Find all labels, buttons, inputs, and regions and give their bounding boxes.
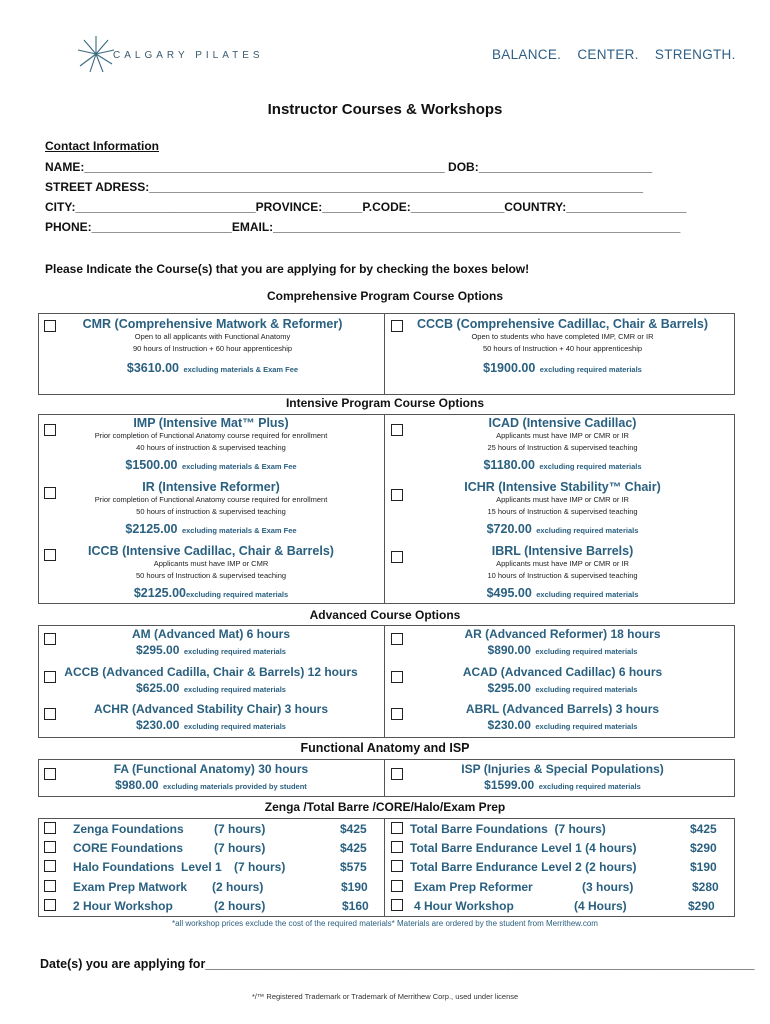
iccb-option xyxy=(56,544,366,602)
icad-note: excluding required materials xyxy=(539,462,642,471)
2hr-workshop-price: $160 xyxy=(342,899,369,913)
am-checkbox[interactable] xyxy=(44,633,56,645)
4hr-workshop-checkbox[interactable] xyxy=(391,899,403,911)
cmr-price: $3610.00 xyxy=(126,361,180,375)
accb-title: ACCB (Advanced Cadilla, Chair & Barrels) 12 hours xyxy=(64,665,358,679)
fa-title: FA (Functional Anatomy) 30 hours xyxy=(113,762,309,776)
fa-note: excluding materials provided by student xyxy=(163,782,307,791)
ar-note: excluding required materials xyxy=(535,647,638,656)
2hr-workshop-name: 2 Hour Workshop xyxy=(73,899,173,913)
tb-endurance1-checkbox[interactable] xyxy=(391,841,403,853)
brand-name: CALGARY PILATES xyxy=(113,50,264,61)
4hr-workshop-hours: (4 Hours) xyxy=(574,899,627,913)
exam-mat-name: Exam Prep Matwork xyxy=(73,880,188,894)
cccb-title: CCCB (Comprehensive Cadillac, Chair & Barrels) xyxy=(416,317,709,331)
core-checkbox[interactable] xyxy=(44,841,56,853)
fa-checkbox[interactable] xyxy=(44,768,56,780)
icad-option xyxy=(405,416,720,474)
intensive-heading: Intensive Program Course Options xyxy=(285,396,485,410)
cmr-hours: 90 hours of Instruction + 60 hour apprenticeship xyxy=(132,344,293,353)
anatomy-heading: Functional Anatomy and ISP xyxy=(300,741,470,755)
exam-mat-checkbox[interactable] xyxy=(44,880,56,892)
exam-mat-price: $190 xyxy=(341,880,368,894)
achr-note: excluding required materials xyxy=(183,722,286,731)
exam-mat-hours: (2 hours) xyxy=(212,880,264,894)
core-hours: (7 hours) xyxy=(214,841,266,855)
fa-price: $980.00 xyxy=(115,778,159,792)
zenga-price: $425 xyxy=(340,822,367,836)
ichr-checkbox[interactable] xyxy=(391,489,403,501)
ibrl-hours: 10 hours of Instruction & supervised teaching xyxy=(487,571,638,580)
accb-price: $625.00 xyxy=(136,681,180,695)
iccb-price: $2125.00 xyxy=(133,586,186,600)
exam-reformer-name: Exam Prep Reformer xyxy=(414,880,533,894)
tb-endurance1-price: $290 xyxy=(690,841,717,855)
tb-endurance1-name: Total Barre Endurance Level 1 (4 hours) xyxy=(410,841,637,855)
ibrl-title: IBRL (Intensive Barrels) xyxy=(491,544,634,558)
street-address-field[interactable]: STREET ADRESS:__________________________________________________________________________ xyxy=(45,180,644,194)
comprehensive-heading: Comprehensive Program Course Options xyxy=(266,289,504,303)
isp-option xyxy=(405,762,720,794)
tb-foundations-name: Total Barre Foundations (7 hours) xyxy=(410,822,606,836)
cccb-price: $1900.00 xyxy=(483,361,536,375)
ar-checkbox[interactable] xyxy=(391,633,403,645)
ar-title: AR (Advanced Reformer) 18 hours xyxy=(464,627,661,641)
acad-checkbox[interactable] xyxy=(391,671,403,683)
cccb-checkbox[interactable] xyxy=(391,320,403,332)
city-province-field[interactable]: CITY:___________________________PROVINCE:______P.CODE:______________COUNTRY:__________________ xyxy=(45,200,687,214)
ir-title: IR (Intensive Reformer) xyxy=(142,480,280,494)
acad-note: excluding required materials xyxy=(535,685,638,694)
am-price: $295.00 xyxy=(136,643,180,657)
core-name: CORE Foundations xyxy=(73,841,183,855)
ir-hours: 50 hours of instruction & supervised teaching xyxy=(136,507,286,516)
abrl-note: excluding required materials xyxy=(535,722,638,731)
ar-option xyxy=(405,627,720,659)
imp-hours: 40 hours of instruction & supervised teaching xyxy=(136,443,286,452)
isp-checkbox[interactable] xyxy=(391,768,403,780)
workshop-note: *all workshop prices exclude the cost of the required materials* Materials are ordered by the student from Merrithew.com xyxy=(172,919,598,928)
iccb-title: ICCB (Intensive Cadillac, Chair & Barrels) xyxy=(88,544,334,558)
tb-endurance2-name: Total Barre Endurance Level 2 (2 hours) xyxy=(410,860,637,874)
fa-option xyxy=(56,762,366,794)
am-note: excluding required materials xyxy=(183,647,286,656)
logo-mark xyxy=(76,34,116,74)
ir-requirement: Prior completion of Functional Anatomy course required for enrollment xyxy=(94,495,328,504)
name-dob-field[interactable]: NAME:______________________________________________________ DOB:__________________________ xyxy=(45,160,653,174)
icad-requirement: Applicants must have IMP or CMR or IR xyxy=(496,431,629,440)
cmr-title: CMR (Comprehensive Matwork & Reformer) xyxy=(82,317,343,331)
halo-name: Halo Foundations Level 1 xyxy=(73,860,222,874)
instruction-text: Please Indicate the Course(s) that you are applying for by checking the boxes below! xyxy=(45,262,530,276)
tb-foundations-price: $425 xyxy=(690,822,717,836)
ichr-note: excluding required materials xyxy=(536,526,639,535)
am-option xyxy=(56,627,366,659)
core-price: $425 xyxy=(340,841,367,855)
iccb-checkbox[interactable] xyxy=(44,549,56,561)
exam-reformer-checkbox[interactable] xyxy=(391,880,403,892)
iccb-note: excluding required materials xyxy=(186,590,289,599)
iccb-requirement: Applicants must have IMP or CMR xyxy=(153,559,269,568)
contact-heading: Contact Information xyxy=(45,139,159,153)
exam-reformer-hours: (3 hours) xyxy=(582,880,634,894)
isp-title: ISP (Injuries & Special Populations) xyxy=(461,762,664,776)
ichr-price: $720.00 xyxy=(486,522,532,536)
cccb-hours: 50 hours of Instruction + 40 hour apprenticeship xyxy=(482,344,643,353)
icad-title: ICAD (Intensive Cadillac) xyxy=(488,416,637,430)
accb-checkbox[interactable] xyxy=(44,671,56,683)
ir-price: $2125.00 xyxy=(125,522,178,536)
cccb-note: excluding required materials xyxy=(539,365,642,374)
tb-endurance2-price: $190 xyxy=(690,860,717,874)
zenga-checkbox[interactable] xyxy=(44,822,56,834)
ir-checkbox[interactable] xyxy=(44,487,56,499)
2hr-workshop-checkbox[interactable] xyxy=(44,899,56,911)
cmr-requirement: Open to all applicants with Functional Anatomy xyxy=(134,332,291,341)
achr-price: $230.00 xyxy=(136,718,180,732)
cccb-option xyxy=(405,317,720,377)
ar-price: $890.00 xyxy=(487,643,531,657)
tb-endurance2-checkbox[interactable] xyxy=(391,860,403,872)
abrl-title: ABRL (Advanced Barrels) 3 hours xyxy=(465,702,660,716)
ibrl-note: excluding required materials xyxy=(536,590,639,599)
ir-note: excluding materials & Exam Fee xyxy=(181,526,297,535)
dates-field[interactable]: Date(s) you are applying for_______________________________________________________________________________ xyxy=(40,957,755,971)
phone-email-field[interactable]: PHONE:_____________________EMAIL:_____________________________________________________________ xyxy=(45,220,681,234)
ichr-option xyxy=(405,480,720,538)
workshops-heading: Zenga /Total Barre /CORE/Halo/Exam Prep xyxy=(264,800,506,814)
abrl-price: $230.00 xyxy=(487,718,531,732)
ichr-requirement: Applicants must have IMP or CMR or IR xyxy=(496,495,629,504)
cmr-note: excluding materials & Exam Fee xyxy=(183,365,299,374)
trademark-note: */™ Registered Trademark or Trademark of Merrithew Corp., used under license xyxy=(251,992,519,1001)
achr-title: ACHR (Advanced Stability Chair) 3 hours xyxy=(93,702,329,716)
halo-checkbox[interactable] xyxy=(44,860,56,872)
tb-foundations-checkbox[interactable] xyxy=(391,822,403,834)
isp-price: $1599.00 xyxy=(484,778,535,792)
am-title: AM (Advanced Mat) 6 hours xyxy=(131,627,290,641)
ibrl-option xyxy=(405,544,720,602)
isp-note: excluding required materials xyxy=(538,782,641,791)
ir-option xyxy=(56,480,366,538)
2hr-workshop-hours: (2 hours) xyxy=(214,899,266,913)
imp-requirement: Prior completion of Functional Anatomy course required for enrollment xyxy=(94,431,328,440)
acad-title: ACAD (Advanced Cadillac) 6 hours xyxy=(462,665,663,679)
achr-option xyxy=(56,702,366,734)
cmr-option xyxy=(60,317,365,377)
ibrl-price: $495.00 xyxy=(486,586,532,600)
4hr-workshop-name: 4 Hour Workshop xyxy=(414,899,514,913)
halo-price: $575 xyxy=(340,860,367,874)
acad-price: $295.00 xyxy=(487,681,531,695)
imp-option xyxy=(56,416,366,474)
zenga-hours: (7 hours) xyxy=(214,822,266,836)
abrl-option xyxy=(405,702,720,734)
icad-hours: 25 hours of Instruction & supervised teaching xyxy=(487,443,638,452)
tagline: BALANCE. CENTER. STRENGTH. xyxy=(492,47,736,62)
ibrl-requirement: Applicants must have IMP or CMR or IR xyxy=(496,559,629,568)
zenga-name: Zenga Foundations xyxy=(73,822,184,836)
ichr-title: ICHR (Intensive Stability™ Chair) xyxy=(464,480,661,494)
iccb-hours: 50 hours of Instruction & supervised teaching xyxy=(135,571,287,580)
icad-checkbox[interactable] xyxy=(391,424,403,436)
icad-price: $1180.00 xyxy=(483,458,535,472)
imp-note: excluding materials & Exam Fee xyxy=(181,462,297,471)
imp-checkbox[interactable] xyxy=(44,424,56,436)
cccb-requirement: Open to students who have completed IMP, CMR or IR xyxy=(471,332,654,341)
accb-option xyxy=(56,665,366,697)
cmr-checkbox[interactable] xyxy=(44,320,56,332)
abrl-checkbox[interactable] xyxy=(391,708,403,720)
4hr-workshop-price: $290 xyxy=(688,899,715,913)
achr-checkbox[interactable] xyxy=(44,708,56,720)
imp-price: $1500.00 xyxy=(125,458,178,472)
imp-title: IMP (Intensive Mat™ Plus) xyxy=(133,416,289,430)
exam-reformer-price: $280 xyxy=(692,880,719,894)
acad-option xyxy=(405,665,720,697)
page-title: Instructor Courses & Workshops xyxy=(267,101,503,118)
halo-hours: (7 hours) xyxy=(234,860,286,874)
accb-note: excluding required materials xyxy=(183,685,286,694)
advanced-heading: Advanced Course Options xyxy=(309,608,461,622)
ibrl-checkbox[interactable] xyxy=(391,551,403,563)
ichr-hours: 15 hours of Instruction & supervised teaching xyxy=(487,507,638,516)
